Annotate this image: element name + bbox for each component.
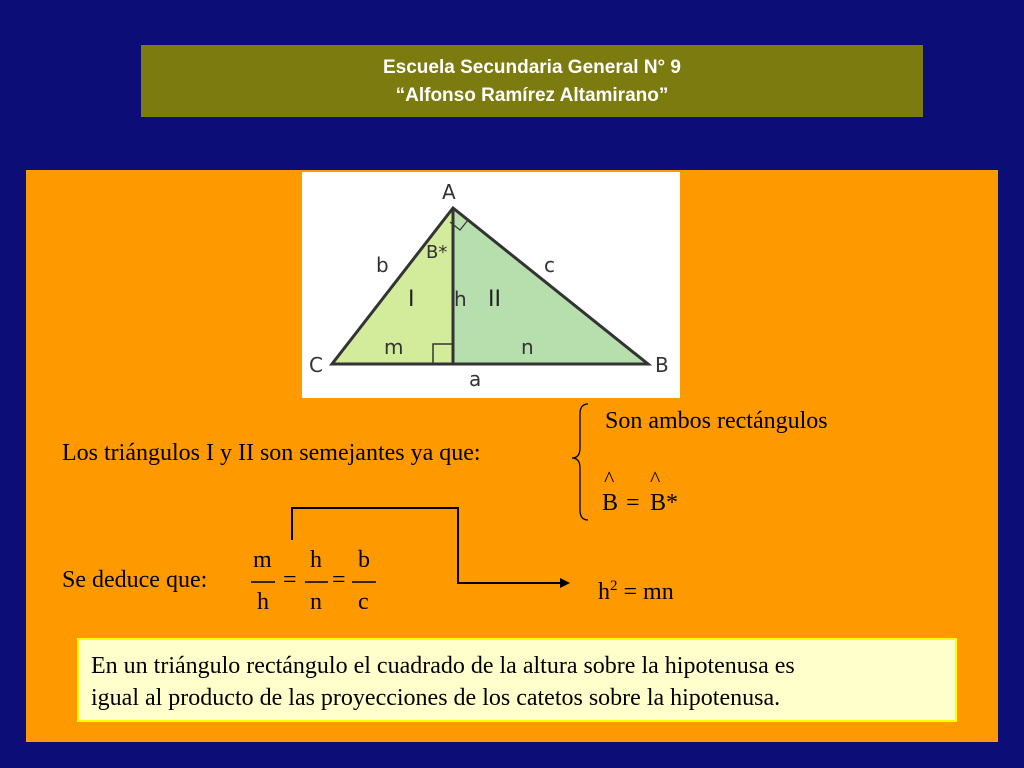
- result-equation: [598, 578, 674, 606]
- label-n: n: [521, 335, 534, 359]
- label-A: A: [442, 180, 456, 204]
- deduction-label: Se deduce que:: [62, 567, 208, 593]
- label-b: b: [376, 253, 389, 277]
- conclusion-line-2: igual al producto de las proyecciones de los catetos sobre la hipotenusa.: [91, 685, 781, 711]
- result-rest: = mn: [617, 579, 674, 605]
- result-base: h: [598, 579, 610, 605]
- fraction-1-numerator: m: [253, 547, 272, 573]
- label-C: C: [309, 353, 323, 377]
- label-h: h: [454, 287, 467, 311]
- fraction-1-denominator: h: [257, 589, 269, 615]
- angle-equals: =: [626, 490, 640, 516]
- fraction-2-numerator: h: [310, 547, 322, 573]
- angle-Bstar: B*: [650, 490, 679, 516]
- hat-B: ^: [604, 466, 615, 491]
- fraction-3-denominator: c: [358, 589, 369, 615]
- equals-sign-2: =: [332, 567, 346, 593]
- label-m: m: [384, 335, 404, 359]
- equals-sign-1: =: [283, 567, 297, 593]
- label-c: c: [544, 253, 555, 277]
- label-I: I: [408, 287, 415, 312]
- conclusion-box: [77, 638, 957, 722]
- label-Bstar: B*: [426, 242, 448, 263]
- school-subtitle: “Alfonso Ramírez Altamirano”: [395, 85, 669, 106]
- connector-arrowhead: [560, 578, 570, 588]
- similarity-statement: Los triángulos I y II son semejantes ya que:: [62, 440, 481, 466]
- hat-Bstar: ^: [650, 466, 661, 491]
- label-II: II: [488, 287, 501, 312]
- reason-right-triangles: Son ambos rectángulos: [605, 408, 828, 434]
- result-exponent: 2: [610, 578, 618, 594]
- label-B: B: [655, 353, 669, 377]
- label-a: a: [469, 367, 482, 391]
- curly-brace: [572, 404, 588, 520]
- fraction-3-numerator: b: [358, 547, 370, 573]
- fraction-2-denominator: n: [310, 589, 322, 615]
- school-name: Escuela Secundaria General N° 9: [382, 57, 682, 78]
- conclusion-line-1: En un triángulo rectángulo el cuadrado de la altura sobre la hipotenusa es: [91, 653, 795, 679]
- angle-B: B: [602, 490, 619, 516]
